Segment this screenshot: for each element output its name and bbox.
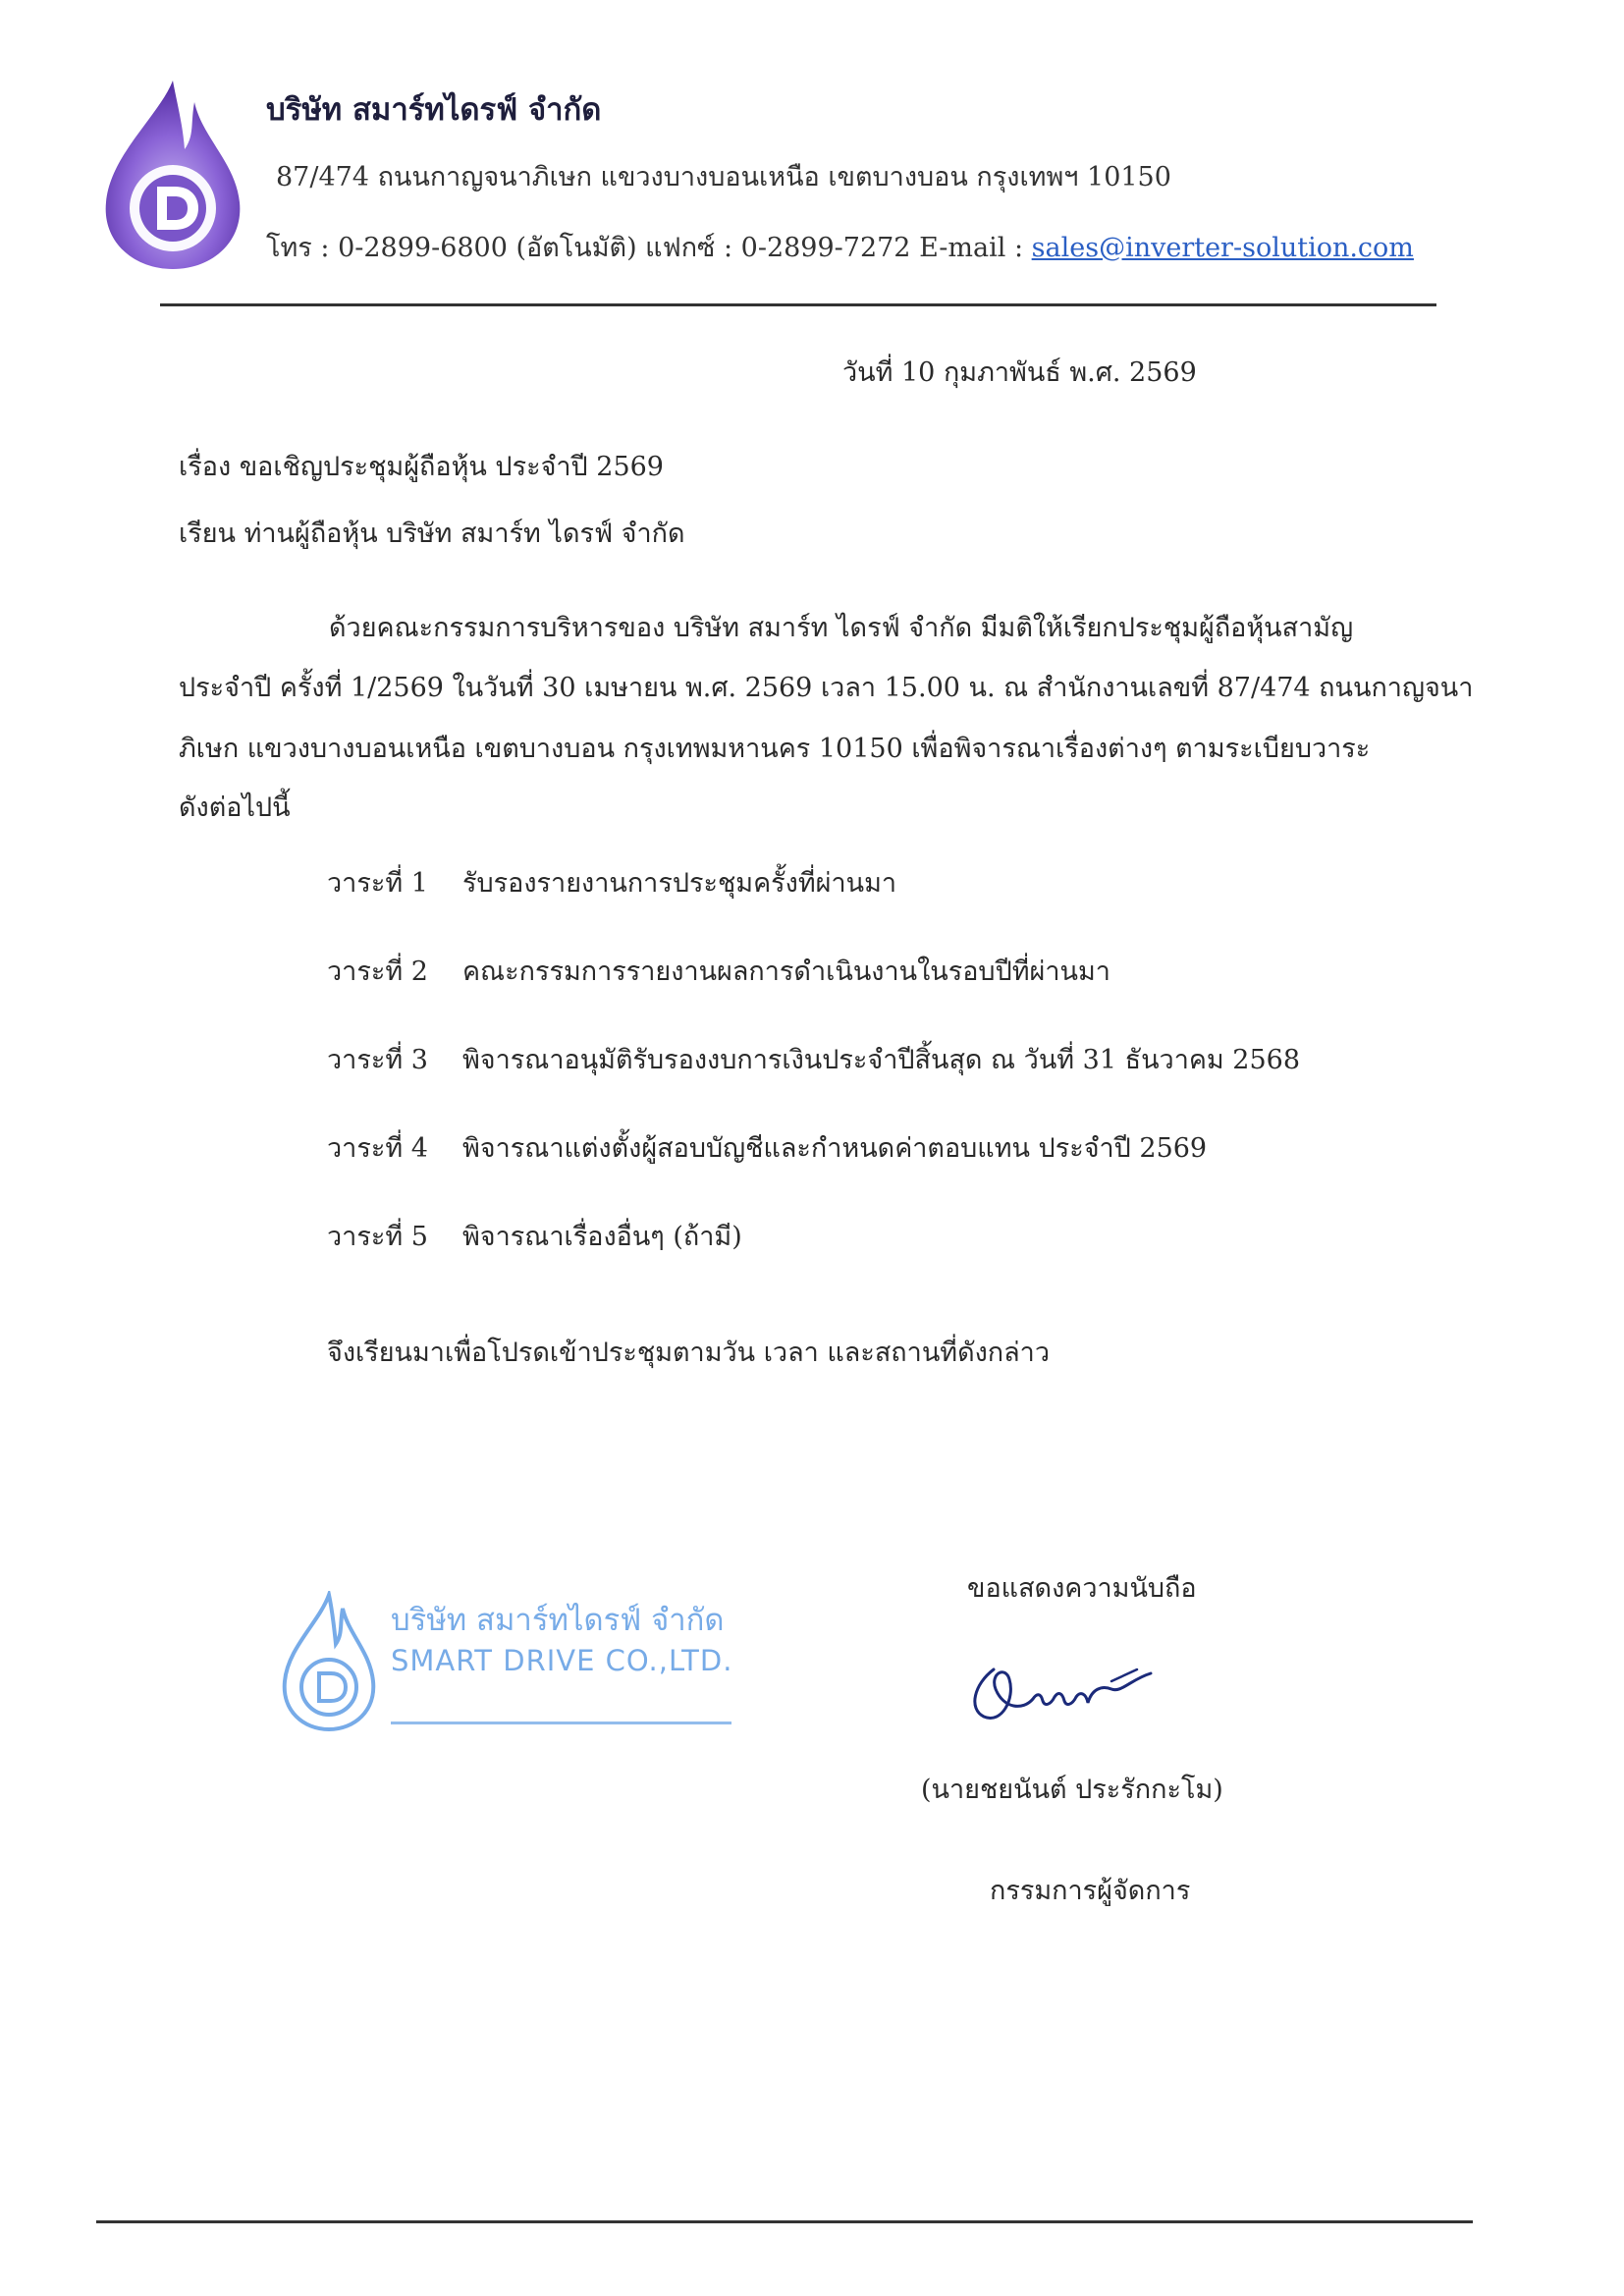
body-line: ภิเษก แขวงบางบอนเหนือ เขตบางบอน กรุงเทพมหานคร 10150 เพื่อพิจารณาเรื่องต่างๆ ตามระเบียบวาระ <box>179 734 1371 764</box>
body-line: ประจำปี ครั้งที่ 1/2569 ในวันที่ 30 เมษายน พ.ศ. 2569 เวลา 15.00 น. ณ สำนักงานเลขที่ 87/474 ถนนกาญจนา <box>179 673 1474 703</box>
closing-line: จึงเรียนมาเพื่อโปรดเข้าประชุมตามวัน เวลา และสถานที่ดังกล่าว <box>327 1338 1051 1368</box>
email-link[interactable]: sales@inverter-solution.com <box>1031 233 1414 263</box>
letter-subject: เรื่อง ขอเชิญประชุมผู้ถือหุ้น ประจำปี 2569 <box>179 452 664 482</box>
agenda-item <box>327 950 1110 992</box>
agenda-item <box>327 1215 742 1257</box>
body-line: ด้วยคณะกรรมการบริหารของ บริษัท สมาร์ท ไดรฟ์ จำกัด มีมติให้เรียกประชุมผู้ถือหุ้นสามัญ <box>329 613 1354 643</box>
stamp-underline <box>391 1722 731 1724</box>
agenda-text: รับรองรายงานการประชุมครั้งที่ผ่านมา <box>462 868 897 899</box>
footer-divider <box>96 2220 1473 2223</box>
company-address: 87/474 ถนนกาญจนาภิเษก แขวงบางบอนเหนือ เขตบางบอน กรุงเทพฯ 10150 <box>276 162 1171 192</box>
agenda-label: วาระที่ 4 <box>327 1133 428 1164</box>
agenda-label: วาระที่ 2 <box>327 957 428 987</box>
contact-phone-fax: โทร : 0-2899-6800 (อัตโนมัติ) แฟกซ์ : 0-2899-7272 E-mail : <box>266 233 1032 263</box>
agenda-item <box>327 1038 1300 1080</box>
agenda-label: วาระที่ 1 <box>327 868 428 899</box>
header-divider <box>160 303 1436 306</box>
company-stamp <box>280 1591 771 1738</box>
letter-recipient: เรียน ท่านผู้ถือหุ้น บริษัท สมาร์ท ไดรฟ์ จำกัด <box>179 519 685 549</box>
agenda-text: คณะกรรมการรายงานผลการดำเนินงานในรอบปีที่ผ่านมา <box>462 957 1110 987</box>
signer-name: (นายชยนันต์ ประรักกะโม) <box>921 1775 1223 1805</box>
company-name: บริษัท สมาร์ทไดรฟ์ จำกัด <box>266 92 602 128</box>
handwritten-signature <box>964 1650 1161 1738</box>
company-contact <box>266 226 1414 268</box>
company-logo-icon <box>100 77 245 273</box>
stamp-name-english: SMART DRIVE CO.,LTD. <box>391 1644 733 1677</box>
agenda-label: วาระที่ 5 <box>327 1222 428 1252</box>
regards: ขอแสดงความนับถือ <box>967 1573 1197 1604</box>
signer-title: กรรมการผู้จัดการ <box>990 1876 1191 1906</box>
letter-date: วันที่ 10 กุมภาพันธ์ พ.ศ. 2569 <box>842 357 1197 388</box>
agenda-item <box>327 1126 1207 1169</box>
stamp-logo-icon <box>280 1591 378 1733</box>
agenda-text: พิจารณาเรื่องอื่นๆ (ถ้ามี) <box>462 1222 742 1252</box>
stamp-name-thai: บริษัท สมาร์ทไดรฟ์ จำกัด <box>391 1603 725 1638</box>
agenda-text: พิจารณาแต่งตั้งผู้สอบบัญชีและกำหนดค่าตอบแทน ประจำปี 2569 <box>462 1133 1208 1164</box>
agenda-label: วาระที่ 3 <box>327 1045 428 1075</box>
agenda-item <box>327 861 896 903</box>
body-line: ดังต่อไปนี้ <box>179 793 291 823</box>
agenda-text: พิจารณาอนุมัติรับรองงบการเงินประจำปีสิ้นสุด ณ วันที่ 31 ธันวาคม 2568 <box>462 1045 1301 1075</box>
